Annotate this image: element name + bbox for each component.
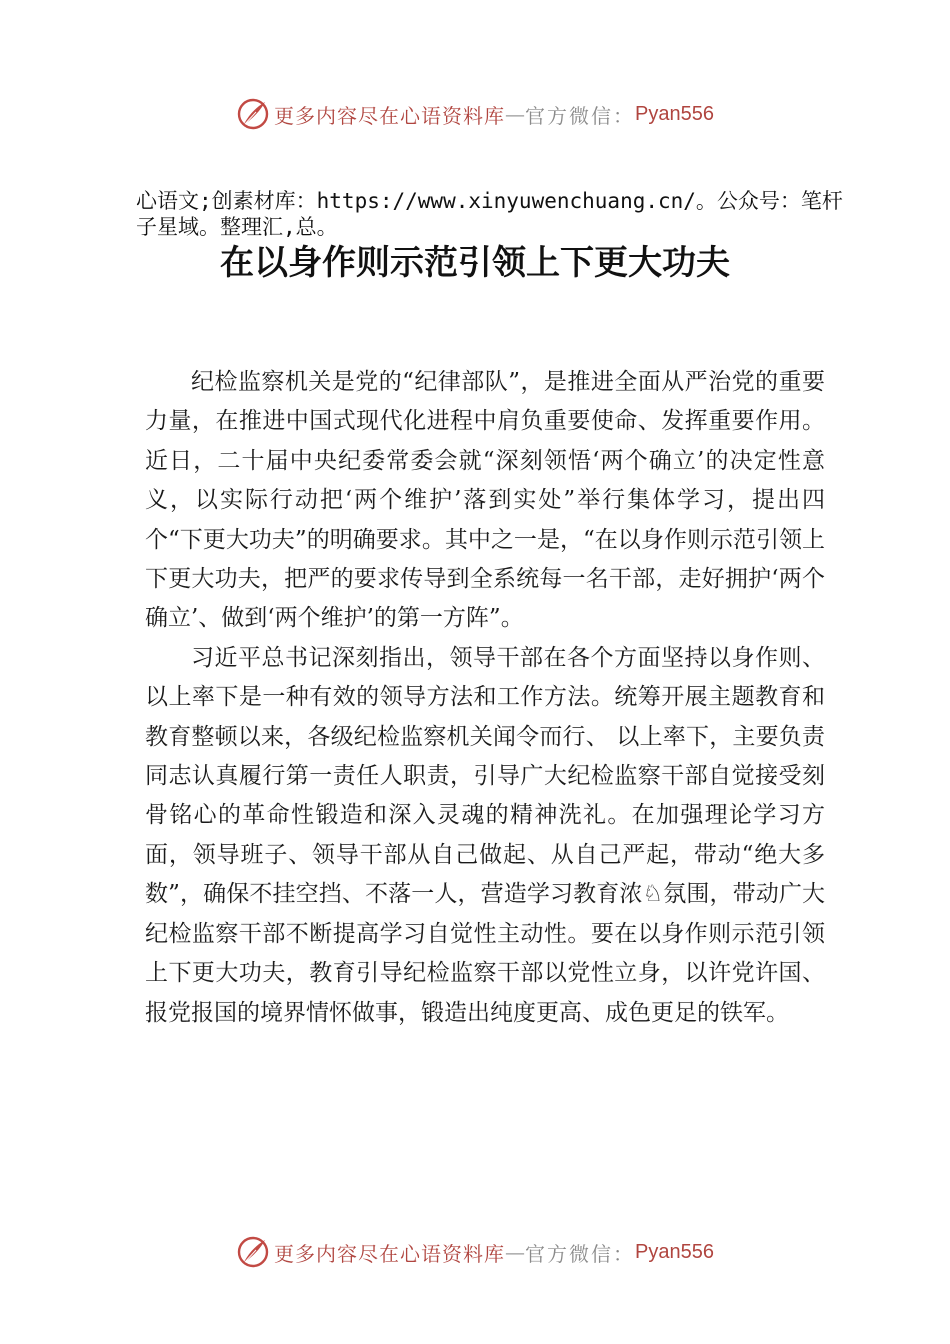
article-body — [145, 363, 825, 1033]
quill-pen-logo-icon — [236, 97, 270, 131]
paragraph-2: 习近平总书记深刻指出，领导干部在各个方面坚持以身作则、以上率下是一种有效的领导方法和工作方法。统筹开展主题教育和教育整顿以来，各级纪检监察机关闻令而行、 以上率下，主要负责同志认真履行第一责任人职责，引导广大纪检监察干部自觉接受刻骨铭心的革命性锻造和深入灵魂的精神洗礼。在加强理论学习方面，领导班子、领导干部从自己做起、从自己严起，带动“绝大多数”，确保不挂空挡、不落一人，营造学习教育浓♘氛围，带动广大纪检监察干部不断提高学习自觉性主动性。要在以身作则示范引领上下更大功夫，教育引导纪检监察干部以党性立身，以许党许国、 报党报国的境界情怀做事，锻造出纯度更高、成色更足的铁军。 — [145, 644, 825, 1026]
footer-wechat-id: Pyan556 — [635, 1240, 714, 1263]
header-wechat-label: 官方微信： — [525, 103, 636, 128]
header-slogan: 更多内容尽在心语资料库 — [274, 103, 506, 128]
document-title: 在以身作则示范引领上下更大功夫 — [220, 243, 730, 283]
header-separator: — — [505, 102, 526, 126]
quill-pen-logo-icon — [236, 1235, 270, 1269]
footer-banner — [0, 1230, 950, 1274]
header-wechat-id: Pyan556 — [635, 102, 714, 125]
paragraph-1: 纪检监察机关是党的“纪律部队”，是推进全面从严治党的重要力量，在推进中国式现代化进程中肩负重要使命、发挥重要作用。近日，二十届中央纪委常委会就“深刻领悟‘两个确立’的决定性意义，以实际行动把‘两个维护’落到实处”举行集体学习，提出四个“下更大功夫”的明确要求。其中之一是，“在以身作则示范引领上下更大功夫，把严的要求传导到全系统每一名干部，走好拥护‘两个确立’、做到‘两个维护’的第一方阵”。 — [145, 369, 825, 632]
footer-separator: — — [505, 1240, 526, 1264]
header-banner — [0, 92, 950, 136]
footer-wechat-label: 官方微信： — [525, 1241, 636, 1266]
source-note: 心语文;创素材库：https://www.xinyuwenchuang.cn/。公众号：笔杆子星域。整理汇,总。 — [136, 189, 843, 239]
footer-slogan: 更多内容尽在心语资料库 — [274, 1241, 506, 1266]
